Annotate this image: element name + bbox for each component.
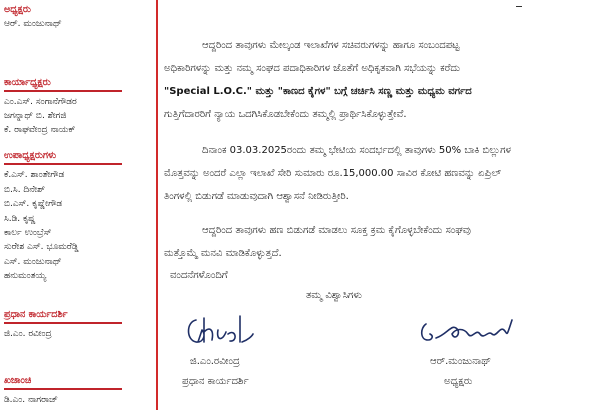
signature-general-secretary bbox=[182, 312, 254, 350]
paragraph-line: ಆದ್ದರಿಂದ ತಾವುಗಳು ಹಣ ಬಿಡುಗಡೆ ಮಾಡಲು ಸೂಕ್ತ ಕ್ರಮ ಕೈಗೊಳ್ಳಬೇಕೆಂದು ಸಂಘವು bbox=[202, 225, 471, 236]
paragraph-line: ಆದ್ದರಿಂದ ತಾವುಗಳು ಮೇಲ್ಕಂಡ ಇಲಾಖೆಗಳ ಸಚಿವರುಗಳನ್ನು ಹಾಗೂ ಸಂಬಂದಪಟ್ಟ bbox=[202, 40, 460, 51]
handwritten-signature bbox=[418, 316, 514, 352]
vice-president-name: ಬಿ.ಸಿ. ದಿನೇಶ್ bbox=[4, 185, 46, 195]
handwritten-signature bbox=[182, 312, 254, 350]
page-mark bbox=[516, 0, 522, 7]
vice-president-name: ಕೆ.ಎಸ್. ಶಾಂತೇಗೌಡ bbox=[4, 170, 65, 180]
signatory-name: ಆರ್.ಮಂಜುನಾಥ್ bbox=[430, 356, 491, 367]
president-heading: ಅಧ್ಯಕ್ಷರು bbox=[4, 4, 31, 15]
sidebar-divider-line bbox=[156, 0, 158, 410]
closing-line: ತಮ್ಮ ವಿಶ್ವಾಸಿಗಳು bbox=[306, 290, 362, 301]
paragraph-line: ಮೊತ್ತವನ್ನು ಅಂದರೆ ಎಲ್ಲಾ ಇಲಾಖೆ ಸೇರಿ ಸುಮಾರು ರೂ.15,000.00 ಸಾವಿರ ಕೋಟಿ ಹಣವನ್ನು ಏಪ್ರಿಲ್ bbox=[164, 168, 502, 179]
president-name: ಆರ್. ಮಂಜುನಾಥ್ bbox=[4, 19, 62, 29]
office-bearers-sidebar bbox=[4, 0, 154, 410]
vice-president-name: ಹನುಮಂತಯ್ಯ bbox=[4, 271, 47, 281]
paragraph-line: "Special L.O.C." ಮತ್ತು "ಕಾಣದ ಕೈಗಳ" ಬಗ್ಗೆ ಚರ್ಚಿಸಿ ಸಣ್ಣ ಮತ್ತು ಮಧ್ಯಮ ವರ್ಗದ bbox=[164, 86, 472, 97]
signatory-title: ಅಧ್ಯಕ್ಷರು bbox=[444, 376, 473, 387]
vice-president-name: ಬಿ.ಎಸ್. ಕೃಷ್ಣೇಗೌಡ bbox=[4, 199, 63, 209]
section-divider bbox=[4, 322, 122, 324]
paragraph-renewed-appeal bbox=[164, 219, 604, 265]
section-divider bbox=[4, 388, 122, 390]
general-secretary-heading: ಪ್ರಧಾನ ಕಾರ್ಯದರ್ಶಿ bbox=[4, 309, 68, 320]
working-presidents-heading: ಕಾರ್ಯಾಧ್ಯಕ್ಷರು bbox=[4, 77, 51, 88]
greeting: ವಂದನೆಗಳೊಂದಿಗೆ bbox=[170, 270, 228, 281]
paragraph-line: ತಿಂಗಳಲ್ಲಿ ಬಿಡುಗಡೆ ಮಾಡುವುದಾಗಿ ಆಶ್ವಾಸನೆ ನೀಡಿರುತ್ತೀರಿ. bbox=[164, 191, 349, 202]
treasurer-heading: ಖಜಾಂಚಿ bbox=[4, 375, 32, 386]
signatory-title: ಪ್ರಧಾನ ಕಾರ್ಯದರ್ಶಿ bbox=[182, 376, 249, 387]
paragraph-payment-assurance bbox=[164, 139, 604, 208]
section-divider bbox=[4, 163, 122, 165]
working-president-name: ಕೆ. ರಾಘವೇಂದ್ರ ನಾಯಕ್ bbox=[4, 125, 76, 135]
paragraph-meeting-request bbox=[164, 34, 604, 126]
working-president-name: ಜಗನ್ನಾಥ್ ಬಿ. ಶೇಗಜಿ bbox=[4, 111, 67, 121]
treasurer-name: ಡಿ.ಎಂ. ನಾಗರಾಜ್ bbox=[4, 395, 58, 405]
vice-president-name: ಸಿ.ಡಿ. ಕೃಷ್ಣ bbox=[4, 214, 36, 224]
vice-president-name: ಕಾರ್ಲ ಉಂಬ್ರೆಸ್ bbox=[4, 228, 52, 238]
working-president-name: ಎಂ.ಎಸ್. ಸಂಗಾನೆಗೌಡರ bbox=[4, 97, 77, 107]
paragraph-line: ದಿನಾಂಕ 03.03.2025ರಂದು ತಮ್ಮ ಭೇಟಿಯ ಸಂದರ್ಭದಲ್ಲಿ ತಾವುಗಳು 50% ಬಾಕಿ ಬಿಲ್ಲುಗಳ bbox=[202, 145, 511, 156]
paragraph-line: ಮತ್ತೊಮ್ಮೆ ಮನವಿ ಮಾಡಿಕೊಳ್ಳುತ್ತದೆ. bbox=[164, 248, 282, 259]
signatory-name: ಜಿ.ಎಂ.ರವೀಂದ್ರ bbox=[190, 356, 240, 367]
letter-body bbox=[164, 0, 609, 410]
section-divider bbox=[4, 90, 122, 92]
paragraph-line: ಅಧಿಕಾರಿಗಳನ್ನು ಮತ್ತು ನಮ್ಮ ಸಂಘದ ಪದಾಧಿಕಾರಿಗಳ ಜೊತೆಗೆ ಅಧಿಕೃತವಾಗಿ ಸಭೆಯನ್ನು ಕರೆದು bbox=[164, 63, 461, 74]
vice-presidents-heading: ಉಪಾಧ್ಯಕ್ಷರುಗಳು bbox=[4, 150, 57, 161]
vice-president-name: ಎಸ್. ಮಂಜುನಾಥ್ bbox=[4, 257, 62, 267]
signature-president bbox=[418, 316, 514, 352]
general-secretary-name: ಜಿ.ಎಂ. ರವೀಂದ್ರ bbox=[4, 329, 52, 339]
paragraph-line: ಗುತ್ತಿಗೆದಾರರಿಗೆ ನ್ಯಾಯ ಒದಗಿಸಿಕೊಡಬೇಕೆಂದು ತಮ್ಮಲ್ಲಿ ಪ್ರಾರ್ಥಿಸಿಕೊಳ್ಳುತ್ತೇವೆ. bbox=[164, 109, 407, 120]
vice-president-name: ಸುರೇಶ ಎಸ್. ಭೂಮರೆಡ್ಡಿ bbox=[4, 242, 79, 252]
